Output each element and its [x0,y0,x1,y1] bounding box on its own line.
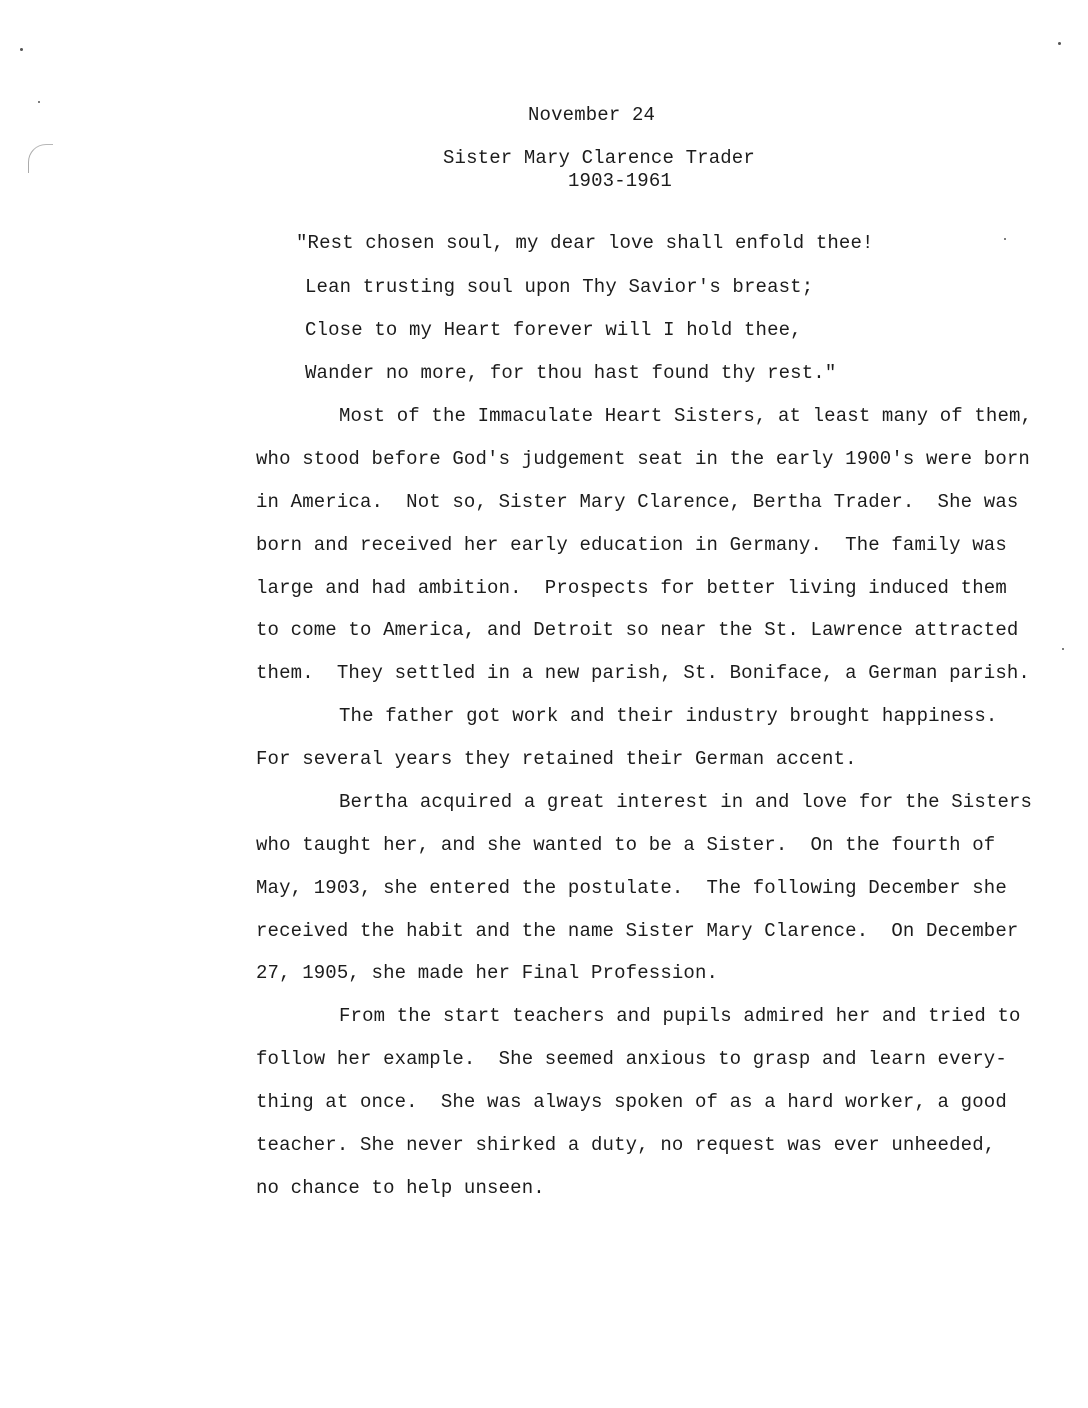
body-line: 27, 1905, she made her Final Profession. [256,962,719,984]
scan-speck [1004,238,1006,240]
scan-speck [1058,42,1061,45]
body-line: them. They settled in a new parish, St. Boniface, a German parish. [256,662,1030,684]
body-line: Most of the Immaculate Heart Sisters, at least many of them, [339,405,1033,427]
body-line: no chance to help unseen. [256,1177,545,1199]
body-line: to come to America, and Detroit so near the St. Lawrence attracted [256,619,1019,641]
margin-mark [28,144,53,173]
body-line: teacher. She never shirked a duty, no request was ever unheeded, [256,1134,996,1156]
body-line: follow her example. She seemed anxious to grasp and learn every- [256,1048,1007,1070]
body-line: large and had ambition. Prospects for better living induced them [256,577,1007,599]
poem-line: Close to my Heart forever will I hold thee, [305,319,802,341]
date-heading: November 24 [528,104,656,126]
poem-line: Lean trusting soul upon Thy Savior's breast; [305,276,814,298]
body-line: in America. Not so, Sister Mary Clarence, Bertha Trader. She was [256,491,1019,513]
scan-speck [1062,648,1064,650]
poem-line: "Rest chosen soul, my dear love shall enfold thee! [296,232,874,254]
body-line: born and received her early education in Germany. The family was [256,534,1007,556]
scan-speck [38,101,40,103]
body-line: The father got work and their industry brought happiness. [339,705,998,727]
body-line: Bertha acquired a great interest in and love for the Sisters [339,791,1033,813]
scan-speck [20,48,23,51]
body-line: thing at once. She was always spoken of as a hard worker, a good [256,1091,1007,1113]
subject-name: Sister Mary Clarence Trader [443,147,755,169]
body-line: received the habit and the name Sister Mary Clarence. On December [256,920,1019,942]
body-line: From the start teachers and pupils admired her and tried to [339,1005,1021,1027]
body-line: For several years they retained their German accent. [256,748,857,770]
body-line: who taught her, and she wanted to be a Sister. On the fourth of [256,834,996,856]
body-line: who stood before God's judgement seat in the early 1900's were born [256,448,1030,470]
subject-years: 1903-1961 [568,170,672,192]
poem-line: Wander no more, for thou hast found thy rest." [305,362,837,384]
body-line: May, 1903, she entered the postulate. The following December she [256,877,1007,899]
